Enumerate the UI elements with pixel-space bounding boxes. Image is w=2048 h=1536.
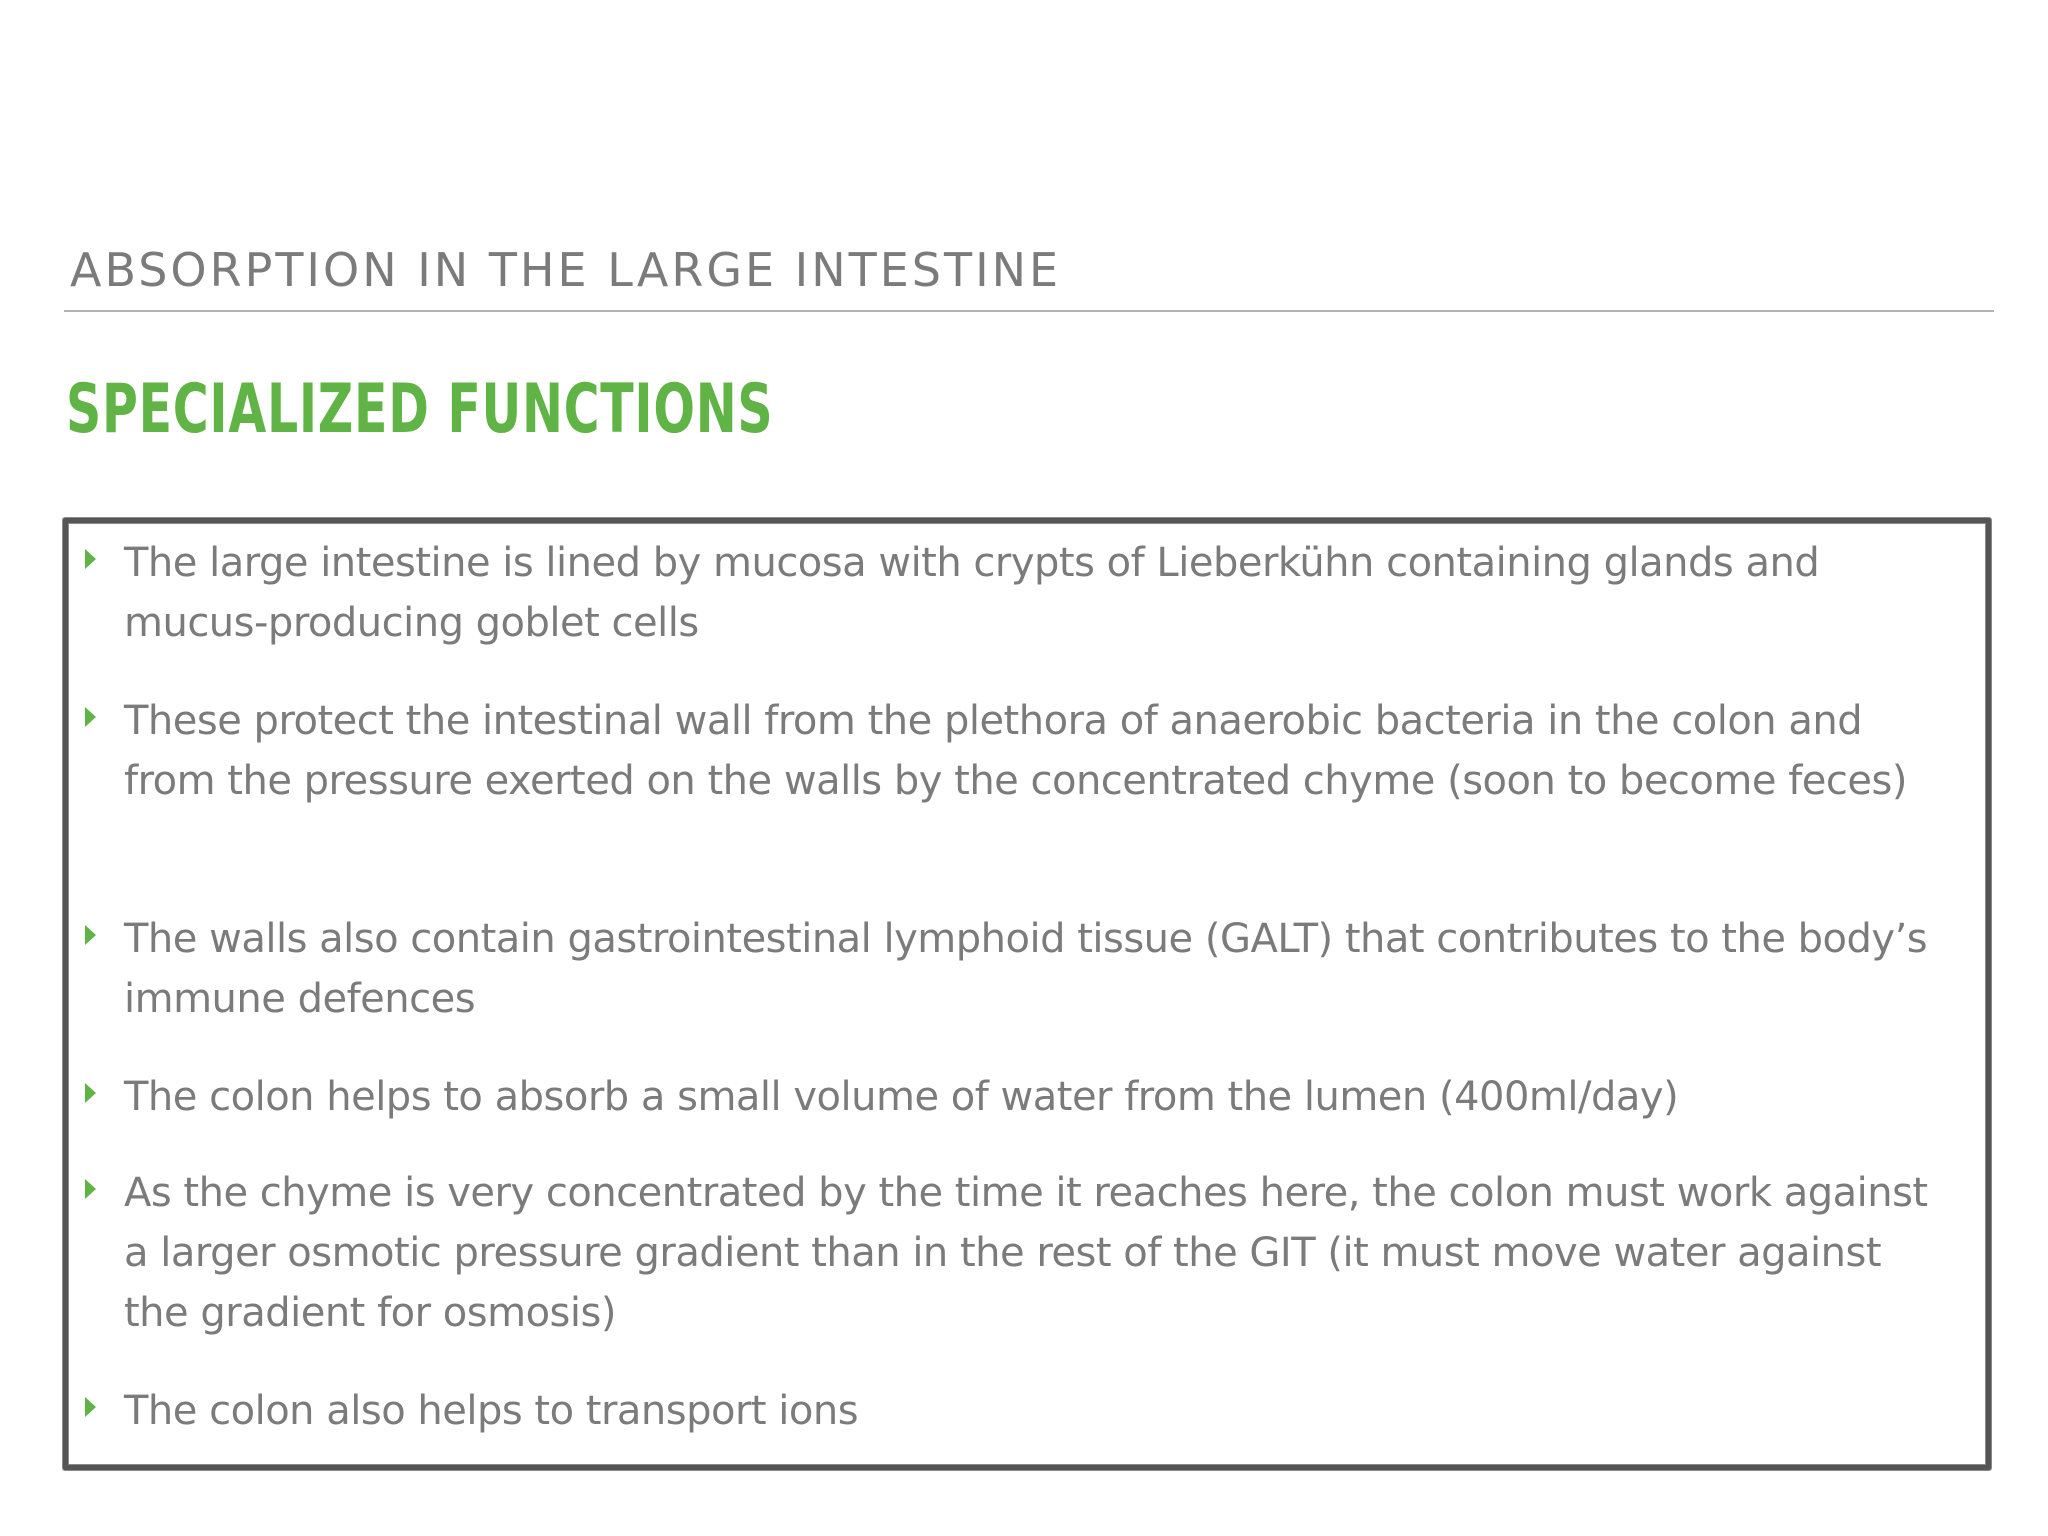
bullet-text: As the chyme is very concentrated by the time it reaches here, the colon must work against a larger osmotic pressure gradient than in the rest of the GIT (it must move water against the gradient for osmosis) — [124, 1170, 1928, 1336]
header-divider — [64, 310, 1994, 312]
triangle-right-icon — [85, 1083, 96, 1103]
bullet-text: The colon helps to absorb a small volume of water from the lumen (400ml/day) — [124, 1074, 1679, 1120]
triangle-right-icon — [85, 1397, 96, 1417]
bullet-text: These protect the intestinal wall from the plethora of anaerobic bacteria in the colon and from the pressure exerted on the walls by the concentrated chyme (soon to become feces) — [124, 698, 1907, 804]
triangle-right-icon — [85, 549, 96, 569]
bullet-text: The walls also contain gastrointestinal lymphoid tissue (GALT) that contributes to the body’s immune defences — [124, 916, 1928, 1022]
triangle-right-icon — [85, 925, 96, 945]
slide-title: SPECIALIZED FUNCTIONS — [66, 370, 774, 449]
bullet-text: The large intestine is lined by mucosa with crypts of Lieberkühn containing glands and mucus-producing goblet cells — [124, 540, 1820, 646]
triangle-right-icon — [85, 707, 96, 727]
bullet-text: The colon also helps to transport ions — [124, 1388, 859, 1434]
content-box — [63, 518, 1991, 1470]
triangle-right-icon — [85, 1179, 96, 1199]
slide-header: ABSORPTION IN THE LARGE INTESTINE — [70, 243, 1062, 297]
